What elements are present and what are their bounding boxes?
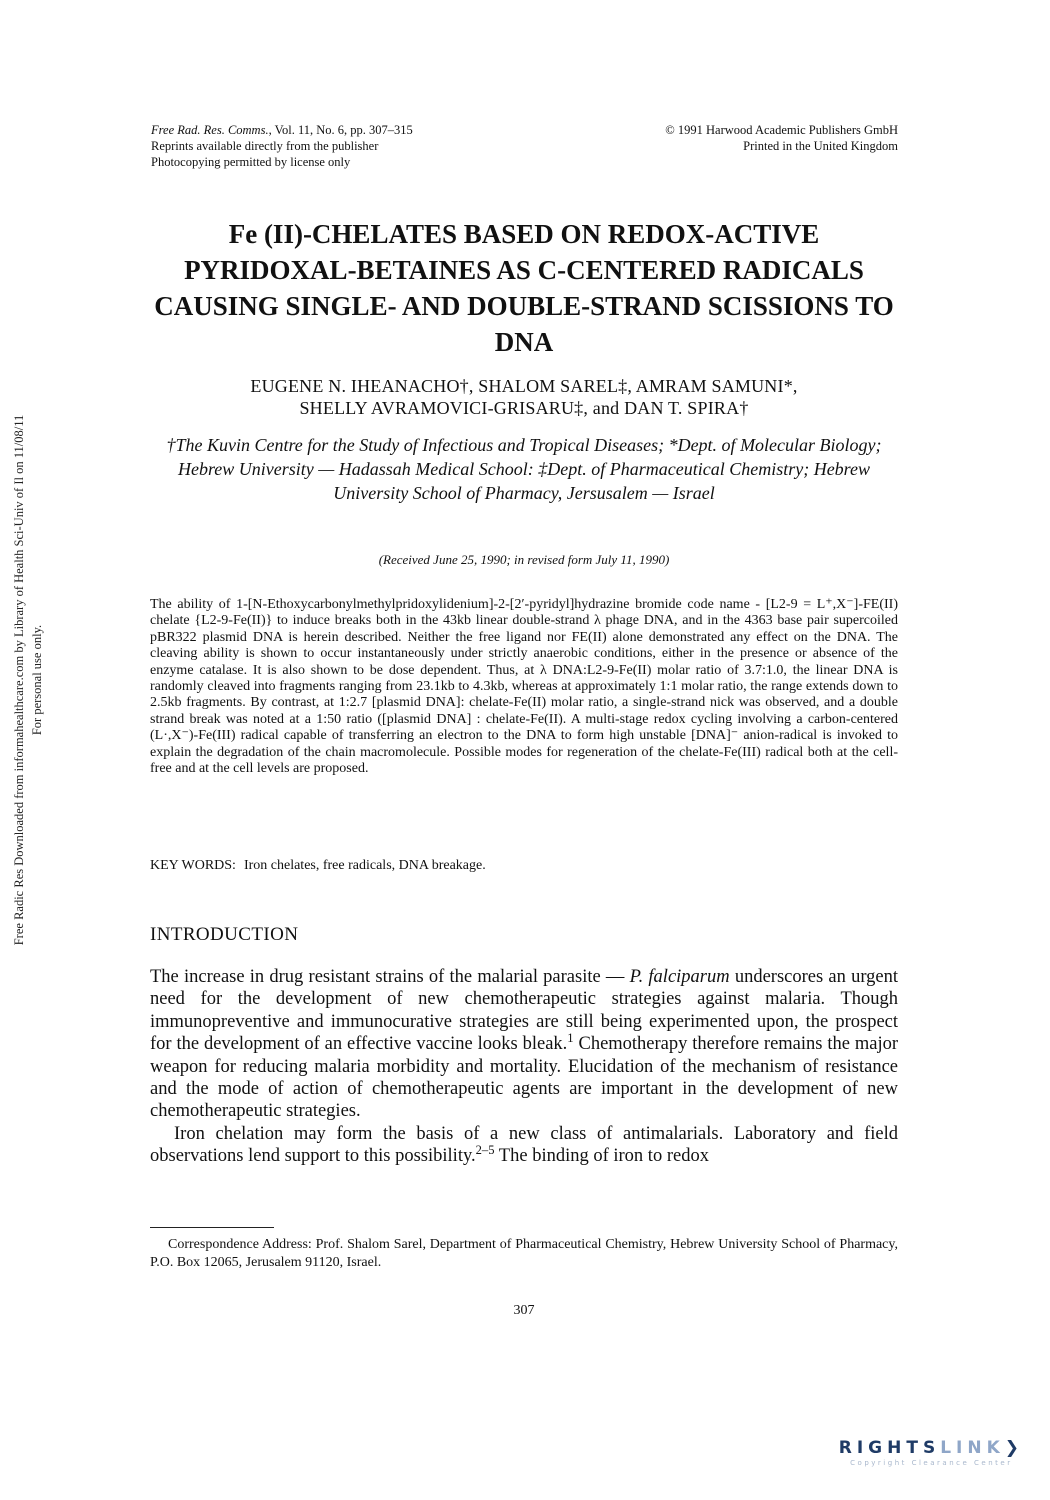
printed-line: Printed in the United Kingdom — [743, 139, 898, 153]
correspondence-footnote: Correspondence Address: Prof. Shalom Sarel, Department of Pharmaceutical Chemistry, Hebrew University School of Pharmacy, P.O. Box 12065, Jerusalem 91120, Israel. — [150, 1237, 898, 1270]
intro-paragraph-1 — [150, 966, 898, 1123]
intro-paragraph-2 — [150, 1123, 898, 1168]
volume-pages: , Vol. 11, No. 6, pp. 307–315 — [268, 123, 413, 137]
citation-ref: 2–5 — [475, 1143, 495, 1158]
publisher-header — [665, 122, 898, 154]
author-list — [150, 375, 898, 419]
intro-p2-text-a: Iron chelation may form the basis of a new class of antimalarials. Laboratory and field observations lend support to this possibility. — [150, 1123, 898, 1167]
rightslink-tagline: Copyright Clearance Center — [850, 1459, 1013, 1467]
download-stamp-line1: Free Radic Res Downloaded from informahealthcare.com by Library of Health Sci-Univ of Il on 11/08/11 — [12, 414, 26, 946]
abstract: The ability of 1-[N-Ethoxycarbonylmethylpridoxylidenium]-2-[2′-pyridyl]hydrazine bromide code name - [L2-9 = L⁺,X⁻]-FE(II) chelate {L2-9-Fe(II)} to induce breaks both in the 43kb linear double-strand λ phage DNA, and in the 4363 base pair supercoiled pBR322 plasmid DNA is herein described. Neither the free ligand nor FE(II) alone demonstrated any effect on the DNA. The cleaving ability is shown to occur instantaneously under strictly anaerobic conditions, either in the presence or absence of the enzyme catalase. It is also shown to be dose dependent. Thus, at λ DNA:L2-9-Fe(II) molar ratio of 3.7:1.0, the linear DNA is randomly cleaved into fragments ranging from 23.1kb to 4.3kb, whereas at approximately 1:1 molar ratio, the range extends down to 2.5kb fragments. By contrast, at 1:2.7 [plasmid DNA]: chelate-Fe(II) molar ratio, a single-strand nick was observed, and a double strand break was noted at a 1:50 ratio ([plasmid DNA] : chelate-Fe(II). A multi-stage redox cycling involving a carbon-centered (L·,X⁻)-Fe(III) radical capable of transferring an electron to the DNA to form high unstable [DNA]⁻ anion-radical is invoked to explain the degradation of the chain macromolecule. Possible modes for regeneration of the chelate-Fe(III) radical both at the cell-free and at the cell levels are proposed. — [150, 597, 898, 777]
journal-citation — [151, 122, 413, 138]
article-title: Fe (II)-CHELATES BASED ON REDOX-ACTIVE PYRIDOXAL-BETAINES AS C-CENTERED RADICALS CAUSING SINGLE- AND DOUBLE-STRAND SCISSIONS TO DNA — [154, 219, 894, 357]
intro-p1-text-c: Chemotherapy therefore remains the major weapon for reducing malaria morbidity and mortality. Elucidation of the mechanism of resistance and the mode of action of chemotherapeutic agents are important in the development of new chemotherapeutic strategies. — [150, 1034, 898, 1122]
copyright-line: © 1991 Harwood Academic Publishers GmbH — [665, 123, 898, 137]
introduction-body — [150, 966, 898, 1168]
keywords-label: KEY WORDS: — [150, 858, 236, 873]
page-number: 307 — [513, 1303, 535, 1318]
rightslink-logo[interactable] — [839, 1438, 1024, 1467]
citation-ref: 1 — [567, 1031, 574, 1046]
rightslink-light: LINK — [940, 1438, 1005, 1458]
section-heading-introduction: INTRODUCTION — [150, 924, 299, 945]
species-name: P. falciparum — [629, 967, 730, 987]
rightslink-wordmark: RIGHTSLINK❯ — [838, 1438, 1024, 1458]
journal-header — [151, 122, 413, 170]
received-dates: (Received June 25, 1990; in revised form July 11, 1990) — [378, 552, 670, 567]
journal-name: Free Rad. Res. Comms. — [151, 123, 269, 137]
download-stamp — [10, 330, 46, 1030]
intro-p1-text-b: underscores an urgent need for the development of new chemotherapeutic strategies against malaria. Though immunopreventive and immunocurative strategies are still being experimented upon, the prospect for the development of an effective vaccine looks bleak. — [150, 967, 899, 1055]
author-line-2: SHELLY AVRAMOVICI-GRISARU‡, and DAN T. SPIRA† — [299, 398, 749, 418]
intro-p1-text-a: The increase in drug resistant strains of the malarial parasite — — [150, 967, 630, 987]
footnote-divider — [150, 1227, 274, 1228]
reprints-note: Reprints available directly from the publisher — [151, 139, 379, 153]
photocopy-note: Photocopying permitted by license only — [151, 155, 351, 169]
keywords-text: Iron chelates, free radicals, DNA breakage. — [243, 858, 486, 873]
affiliations: †The Kuvin Centre for the Study of Infectious and Tropical Diseases; *Dept. of Molecular Biology; Hebrew University — Hadassah Medical School: ‡Dept. of Pharmaceutical Chemistry; Hebrew University School of Pharmacy, Jersusalem — Israel — [166, 435, 882, 503]
author-line-1: EUGENE N. IHEANACHO†, SHALOM SAREL‡, AMRAM SAMUNI*, — [250, 376, 798, 396]
download-stamp-line2: For personal use only. — [30, 624, 44, 736]
keywords — [150, 857, 486, 875]
intro-p2-text-b: The binding of iron to redox — [494, 1146, 709, 1167]
rightslink-dark: RIGHTS — [838, 1438, 941, 1458]
